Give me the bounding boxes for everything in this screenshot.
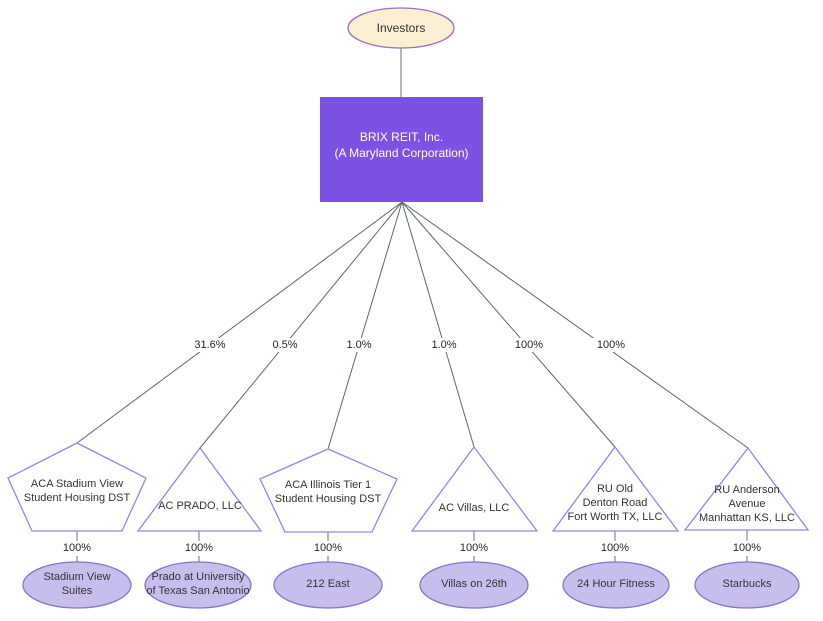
property-label-stadium-view-suites: Stadium View Suites — [43, 571, 111, 597]
entity-label-ac-prado: AC PRADO, LLC — [158, 500, 242, 513]
connector-company-entity-5 — [402, 202, 748, 448]
connector-company-entity-4 — [402, 202, 615, 447]
ownership-pct-3: 1.0% — [414, 338, 474, 352]
property-label-starbucks: Starbucks — [722, 578, 772, 591]
property-label-212-east: 212 East — [306, 578, 350, 591]
entity-node-aca-illinois[interactable] — [260, 449, 397, 532]
property-label-villas-on-26th: Villas on 26th — [441, 578, 507, 591]
property-pct-0: 100% — [47, 541, 107, 555]
property-pct-3: 100% — [444, 541, 504, 555]
connector-company-entity-2 — [328, 202, 402, 449]
investors-node[interactable] — [348, 8, 454, 48]
ownership-pct-0: 31.6% — [180, 338, 240, 352]
entity-node-aca-stadium-view[interactable] — [8, 443, 146, 531]
entity-node-ac-villas[interactable] — [412, 447, 537, 531]
property-pct-4: 100% — [585, 541, 645, 555]
property-label-prado: Prado at University of Texas San Antonio — [146, 571, 250, 597]
property-node-starbucks[interactable] — [695, 562, 799, 608]
entity-label-aca-illinois: ACA Illinois Tier 1 Student Housing DST — [274, 479, 382, 505]
property-node-villas-on-26th[interactable] — [420, 562, 528, 608]
connector-company-entity-3 — [402, 202, 474, 447]
entity-label-ac-villas: AC Villas, LLC — [438, 502, 510, 515]
company-label: BRIX REIT, Inc. (A Maryland Corporation) — [334, 129, 469, 160]
property-node-stadium-view-suites[interactable] — [23, 562, 131, 608]
property-pct-5: 100% — [717, 541, 777, 555]
entity-node-ac-prado[interactable] — [138, 448, 261, 531]
property-pct-1: 100% — [169, 541, 229, 555]
ownership-pct-2: 1.0% — [329, 338, 389, 352]
entity-node-ru-anderson[interactable] — [685, 448, 808, 530]
entity-label-aca-stadium-view: ACA Stadium View Student Housing DST — [23, 478, 131, 504]
property-label-24-hour-fitness: 24 Hour Fitness — [577, 578, 655, 591]
property-pct-2: 100% — [298, 541, 358, 555]
ownership-pct-5: 100% — [581, 338, 641, 352]
property-node-24-hour-fitness[interactable] — [563, 562, 669, 608]
property-node-212-east[interactable] — [274, 562, 382, 608]
entity-node-ru-old-denton[interactable] — [553, 447, 678, 531]
connector-company-entity-0 — [77, 202, 402, 443]
entity-label-ru-anderson: RU Anderson Avenue Manhattan KS, LLC — [698, 484, 795, 524]
investors-label: Investors — [376, 20, 426, 35]
entity-property-connectors — [77, 530, 747, 563]
company-node[interactable] — [320, 97, 483, 202]
ownership-pct-1: 0.5% — [255, 338, 315, 352]
entity-label-ru-old-denton: RU Old Denton Road Fort Worth TX, LLC — [567, 483, 663, 523]
ownership-pct-4: 100% — [499, 338, 559, 352]
property-node-prado[interactable] — [145, 562, 251, 608]
connector-company-entity-1 — [200, 202, 402, 448]
